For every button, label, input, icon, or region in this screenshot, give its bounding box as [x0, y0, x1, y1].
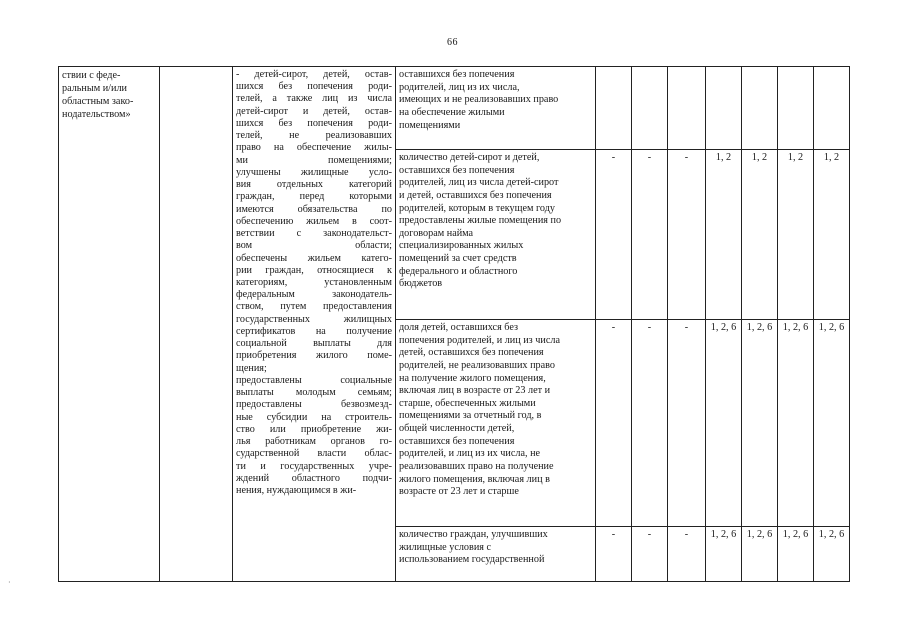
indicator-text-line: родителей, не реализовавших право	[399, 359, 555, 371]
expected-result-line: - детей-сирот, детей, остав-	[236, 69, 392, 80]
value-cell	[596, 67, 632, 150]
indicator-text-line: старше, обеспеченных жилыми	[399, 397, 536, 409]
jurisdiction-line: областным зако-	[62, 96, 134, 108]
value-cell: 1, 2, 6	[814, 527, 850, 582]
jurisdiction-line: ствии с феде-	[62, 70, 121, 81]
value-cell: -	[668, 527, 706, 582]
indicator-text-line: федерального и областного	[399, 265, 518, 277]
indicator-cell	[396, 150, 596, 320]
value-cell: -	[632, 150, 668, 320]
indicator-text-line: на получение жилого помещения,	[399, 372, 546, 384]
expected-result-line: лья работникам органов го-	[236, 436, 392, 448]
value-cell: 1, 2	[778, 150, 814, 320]
expected-result-line: имеются обязательства по	[236, 203, 392, 215]
indicator-text-line: имеющих и не реализовавших право	[399, 94, 559, 106]
indicator-text-line: оставшихся без попечения	[399, 164, 515, 176]
expected-result-line: предоставлены безвозмезд-	[236, 399, 392, 411]
expected-result-line: рии граждан, относящиеся к	[236, 264, 392, 276]
indicator-text-line: количество детей-сирот и детей,	[399, 152, 540, 163]
expected-result-line: телей, не реализовавших	[236, 130, 392, 142]
expected-result-line: вия отдельных категорий	[236, 179, 392, 191]
page-number: 66	[447, 37, 458, 48]
indicator-cell	[396, 67, 596, 150]
expected-result-line: шихся без попечения роди-	[236, 117, 392, 129]
value-cell	[814, 67, 850, 150]
value-cell: -	[668, 150, 706, 320]
expected-result-line: сударственной власти облас-	[236, 448, 392, 460]
indicator-text-line: специализированных жилых	[399, 240, 524, 252]
expected-result-line: ми помещениями;	[236, 154, 392, 166]
indicator-text-line: количество граждан, улучшивших	[399, 529, 548, 540]
expected-result-line: детей-сирот и детей, остав-	[236, 105, 392, 117]
indicator-text-line: реализовавших право на получение	[399, 461, 554, 473]
indicator-text-line: родителей, лиц из числа детей-сирот	[399, 177, 559, 189]
value-cell: -	[632, 527, 668, 582]
expected-result-line: предоставлены социальные	[236, 374, 392, 386]
expected-result-line: нения, нуждающимся в жи-	[236, 484, 357, 496]
indicator-text-line: помещениями за отчетный год, в	[399, 410, 542, 422]
value-cell: 1, 2	[814, 150, 850, 320]
value-cell	[632, 67, 668, 150]
expected-result-line: право на обеспечение жилы-	[236, 142, 392, 154]
expected-results-cell	[233, 67, 396, 582]
value-cell: 1, 2, 6	[706, 320, 742, 527]
expected-result-line: ством, путем предоставления	[236, 301, 392, 313]
scan-margin-mark: ·	[8, 578, 11, 587]
expected-result-line: категориям, установленным	[236, 276, 392, 288]
expected-result-line: сертификатов на получение	[236, 325, 392, 337]
indicator-text-line: использованием государственной	[399, 554, 545, 566]
value-cell: -	[596, 150, 632, 320]
value-cell	[668, 67, 706, 150]
indicator-text-line: попечения родителей, и лиц из числа	[399, 334, 560, 346]
expected-result-line: шихся без попечения роди-	[236, 81, 392, 93]
expected-result-line: вом области;	[236, 240, 392, 252]
expected-result-line: обеспечены жильем катего-	[236, 252, 392, 264]
indicator-text-line: доля детей, оставшихся без	[399, 322, 519, 333]
expected-result-line: ство или приобретение жи-	[236, 423, 392, 435]
value-cell: 1, 2	[706, 150, 742, 320]
expected-result-line: социальной выплаты для	[236, 338, 392, 350]
expected-result-line: государственных жилищных	[236, 313, 392, 325]
indicator-text-line: жилищные условия с	[399, 541, 492, 553]
indicator-text-line: и детей, оставшихся без попечения	[399, 189, 552, 201]
program-table	[58, 66, 850, 582]
indicator-text-line: детей, оставшихся без попечения	[399, 347, 544, 359]
indicator-text-line: помещений за счет средств	[399, 253, 517, 265]
value-cell: -	[632, 320, 668, 527]
indicator-text-line: общей численности детей,	[399, 423, 515, 435]
indicator-text-line: договорам найма	[399, 227, 474, 239]
value-cell: 1, 2, 6	[814, 320, 850, 527]
indicator-text-line: включая лиц в возрасте от 23 лет и	[399, 385, 551, 397]
indicator-text-line: на обеспечение жилыми	[399, 106, 505, 118]
indicator-cell	[396, 527, 596, 582]
expected-result-line: федеральным законодатель-	[236, 289, 392, 301]
expected-result-line: граждан, перед которыми	[236, 191, 392, 203]
value-cell: -	[596, 320, 632, 527]
value-cell	[742, 67, 778, 150]
expected-result-line: ждений областного подчи-	[236, 472, 392, 484]
jurisdiction-line: ральным и/или	[62, 83, 127, 95]
indicator-text-line: предоставлены жилые помещения по	[399, 215, 562, 227]
value-cell: -	[668, 320, 706, 527]
value-cell	[778, 67, 814, 150]
value-cell: 1, 2, 6	[706, 527, 742, 582]
expected-result-line: выплаты молодым семьям;	[236, 387, 392, 399]
expected-result-line: улучшены жилищные усло-	[236, 166, 392, 178]
expected-result-line: приобретения жилого поме-	[236, 350, 392, 362]
jurisdiction-cell	[59, 67, 160, 582]
expected-result-line: телей, а также лиц из числа	[236, 93, 392, 105]
expected-result-line: обеспечению жильем в соот-	[236, 215, 392, 227]
value-cell	[706, 67, 742, 150]
empty-cell	[160, 67, 233, 582]
value-cell: 1, 2, 6	[778, 320, 814, 527]
indicator-text-line: оставшихся без попечения	[399, 69, 515, 80]
indicator-text-line: жилого помещения, включая лиц в	[399, 473, 550, 485]
indicator-text-line: возрасте от 23 лет и старше	[399, 486, 519, 498]
expected-result-line: ти и государственных учре-	[236, 460, 392, 472]
indicator-row	[59, 67, 850, 150]
indicator-text-line: родителей, которым в текущем году	[399, 202, 555, 214]
expected-result-line: ветствии с законодательст-	[236, 228, 392, 240]
value-cell: 1, 2, 6	[742, 320, 778, 527]
indicator-text-line: родителей, лиц из их числа,	[399, 81, 520, 93]
expected-result-line: щения;	[236, 362, 267, 374]
expected-result-line: ные субсидии на строитель-	[236, 411, 392, 423]
value-cell: 1, 2, 6	[742, 527, 778, 582]
value-cell: -	[596, 527, 632, 582]
indicator-text-line: помещениями	[399, 119, 461, 131]
indicator-text-line: родителей, и лиц из их числа, не	[399, 448, 541, 460]
jurisdiction-line: нодательством»	[62, 109, 131, 121]
indicator-text-line: оставшихся без попечения	[399, 435, 515, 447]
indicator-text-line: бюджетов	[399, 278, 443, 290]
indicator-cell	[396, 320, 596, 527]
value-cell: 1, 2, 6	[778, 527, 814, 582]
value-cell: 1, 2	[742, 150, 778, 320]
